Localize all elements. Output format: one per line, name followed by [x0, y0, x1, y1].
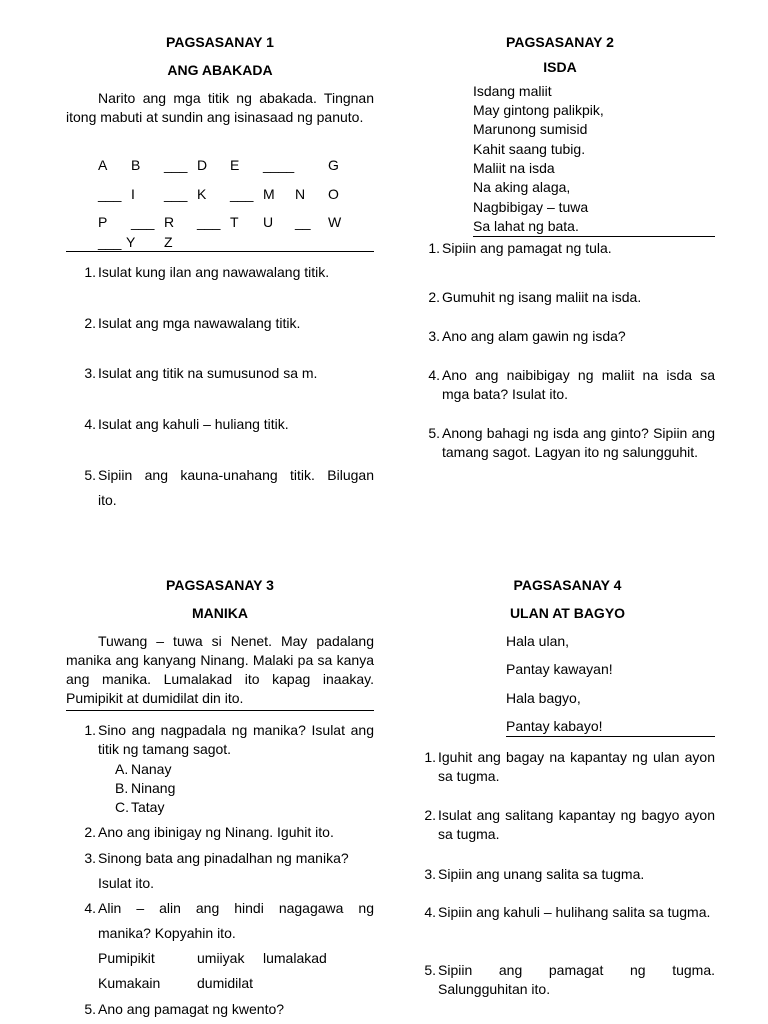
question-number: 5. [428, 425, 440, 441]
question-item [80, 849, 374, 868]
question-item [420, 903, 715, 922]
question-number: 1. [84, 264, 96, 280]
question-number: 2. [428, 289, 440, 305]
question-number: 5. [84, 467, 96, 483]
choice-letter: B. [115, 780, 129, 796]
poem-line: Isdang maliit [473, 83, 552, 99]
question-number: 3. [428, 328, 440, 344]
alphabet-cell: K [197, 186, 207, 202]
question-text: Sipiin ang pamagat ng tula. [442, 240, 612, 256]
choice-text: Ninang [131, 780, 176, 796]
question-number: 1. [424, 749, 436, 765]
exercise-1-intro: Narito ang mga titik ng abakada. Tingnan itong mabuti at sundin ang isinasaad ng panuto. [66, 90, 374, 125]
question-item [424, 327, 715, 346]
alphabet-cell: R [164, 214, 175, 230]
poem-line: Maliit na isda [473, 160, 555, 176]
alphabet-blank: ___ [98, 234, 122, 250]
alphabet-cell: Y [126, 234, 136, 250]
question-item [80, 314, 374, 333]
question-item [420, 865, 715, 884]
question-number: 3. [84, 850, 96, 866]
exercise-4-subtitle: ULAN AT BAGYO [509, 605, 626, 621]
question-number: 2. [84, 824, 96, 840]
question-item [80, 721, 374, 759]
alphabet-blank: ___ [98, 186, 122, 202]
poem-line: Sa lahat ng bata. [473, 218, 579, 234]
question-text-continued: ito. [98, 492, 117, 508]
question-text: Sipiin ang pamagat ng tugma. Salungguhitan ito. [438, 962, 715, 997]
question-text: Anong bahagi ng isda ang ginto? Sipiin ang tamang sagot. Lagyan ito ng salungguhit. [442, 425, 715, 460]
question-item [80, 823, 374, 842]
question-number: 4. [84, 900, 96, 916]
choice-letter: A. [115, 761, 129, 777]
poem-line: Nagbibigay – tuwa [473, 199, 589, 215]
alphabet-blank: ____ [263, 157, 295, 173]
alphabet-blank: ___ [131, 214, 155, 230]
alphabet-cell: B [131, 157, 141, 173]
alphabet-blank: ___ [197, 214, 221, 230]
poem-line: Hala bagyo, [506, 690, 581, 706]
question-number: 3. [84, 365, 96, 381]
exercise-3-title: PAGSASANAY 3 [166, 577, 274, 593]
word-choice: lumalakad [263, 950, 327, 966]
question-text: Sipiin ang unang salita sa tugma. [438, 866, 645, 882]
alphabet-cell: W [328, 214, 342, 230]
alphabet-cell: N [295, 186, 306, 202]
alphabet-cell: T [230, 214, 239, 230]
alphabet-cell: E [230, 157, 240, 173]
question-text: Isulat ang salitang kapantay ng bagyo ayon sa tugma. [438, 807, 715, 842]
divider-line [506, 736, 715, 737]
alphabet-cell: P [98, 214, 108, 230]
exercise-3-intro: Tuwang – tuwa si Nenet. May padalang manika ang kanyang Ninang. Malaki pa sa kanya ang manika. Lumalakad ito kapag inaakay. Pumipikit at dumidilat din ito. [66, 633, 374, 706]
question-number: 1. [84, 722, 96, 738]
question-item [80, 263, 374, 282]
question-text: Isulat ang mga nawawalang titik. [98, 315, 301, 331]
question-text: Alin – alin ang hindi nagagawa ng [98, 900, 374, 916]
question-item [80, 364, 374, 383]
question-text: Ano ang naibibigay ng maliit na isda sa mga bata? Isulat ito. [442, 367, 715, 402]
question-number: 5. [424, 962, 436, 978]
poem-line: Hala ulan, [506, 633, 570, 649]
question-number: 2. [424, 807, 436, 823]
word-choice: Pumipikit [98, 950, 155, 966]
divider-line [473, 236, 715, 237]
poem-line: Na aking alaga, [473, 179, 571, 195]
alphabet-blank: __ [295, 214, 311, 230]
word-choice: Kumakain [98, 975, 161, 991]
word-choice: umiiyak [197, 950, 245, 966]
question-number: 2. [84, 315, 96, 331]
alphabet-cell: U [263, 214, 274, 230]
exercise-4-title: PAGSASANAY 4 [513, 577, 622, 593]
question-text: Ano ang alam gawin ng isda? [442, 328, 626, 344]
question-text: Sinong bata ang pinadalhan ng manika? [98, 850, 349, 866]
exercise-2-title: PAGSASANAY 2 [506, 34, 614, 50]
choice-text: Tatay [131, 799, 165, 815]
question-text: Gumuhit ng isang maliit na isda. [442, 289, 642, 305]
poem-line: Pantay kawayan! [506, 661, 613, 677]
question-text: Sino ang nagpadala ng manika? Isulat ang titik ng tamang sagot. [98, 722, 374, 757]
exercise-2-subtitle: ISDA [543, 59, 577, 75]
alphabet-cell: Z [164, 234, 173, 250]
word-choice: dumidilat [197, 975, 254, 991]
alphabet-cell: G [328, 157, 339, 173]
alphabet-cell: M [263, 186, 275, 202]
question-text: Isulat kung ilan ang nawawalang titik. [98, 264, 330, 280]
question-item [420, 961, 715, 999]
alphabet-blank: ___ [164, 157, 188, 173]
question-text-continued: manika? Kopyahin ito. [98, 925, 236, 941]
poem-line: May gintong palikpik, [473, 102, 604, 118]
alphabet-cell: A [98, 157, 108, 173]
question-number: 1. [428, 240, 440, 256]
question-number: 5. [84, 1001, 96, 1017]
alphabet-cell: O [328, 186, 339, 202]
question-text: Iguhit ang bagay na kapantay ng ulan ayon sa tugma. [438, 749, 715, 784]
question-item [424, 239, 715, 258]
question-text: Isulat ang kahuli – huliang titik. [98, 416, 289, 432]
choice-letter: C. [115, 799, 129, 815]
question-text: Sipiin ang kauna-unahang titik. Bilugan [98, 467, 374, 483]
alphabet-blank: ___ [164, 186, 188, 202]
alphabet-cell: D [197, 157, 208, 173]
alphabet-cell: I [131, 186, 135, 202]
question-item [80, 466, 374, 485]
question-item [424, 288, 715, 307]
question-item [80, 1000, 374, 1019]
divider-line [66, 251, 374, 252]
question-item [424, 424, 715, 462]
question-item [420, 748, 715, 786]
question-text: Ano ang ibinigay ng Ninang. Iguhit ito. [98, 824, 334, 840]
poem-line: Pantay kabayo! [506, 718, 603, 734]
question-text: Ano ang pamagat ng kwento? [98, 1001, 285, 1017]
question-number: 3. [424, 866, 436, 882]
poem-line: Kahit saang tubig. [473, 141, 586, 157]
exercise-1-title: PAGSASANAY 1 [166, 34, 274, 50]
question-text: Sipiin ang kahuli – hulihang salita sa tugma. [438, 904, 711, 920]
question-item [420, 806, 715, 844]
question-item [80, 415, 374, 434]
exercise-3-subtitle: MANIKA [192, 605, 248, 621]
divider-line [66, 710, 374, 711]
question-number: 4. [84, 416, 96, 432]
alphabet-blank: ___ [230, 186, 254, 202]
choice-text: Nanay [131, 761, 172, 777]
question-text: Isulat ang titik na sumusunod sa m. [98, 365, 318, 381]
question-text-continued: Isulat ito. [98, 875, 155, 891]
question-item [80, 899, 374, 918]
poem-line: Marunong sumisid [473, 121, 588, 137]
question-number: 4. [424, 904, 436, 920]
exercise-1-subtitle: ANG ABAKADA [167, 62, 273, 78]
question-item [424, 366, 715, 404]
question-number: 4. [428, 367, 440, 383]
